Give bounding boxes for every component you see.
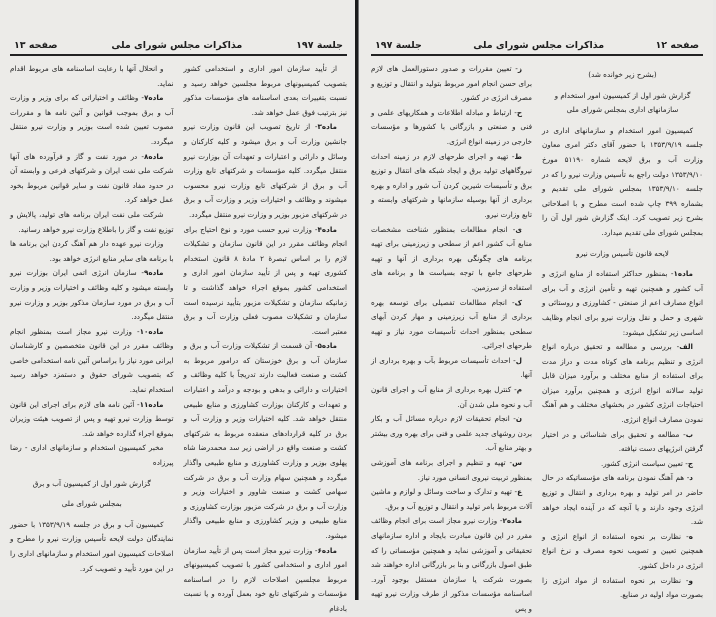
article-paragraph	[371, 354, 532, 383]
article-label: ب	[685, 429, 693, 439]
centered-heading: گزارش شور اول از کمیسیون امور استخدام و سازمانهای اداری بمجلس شورای ملی	[554, 90, 691, 115]
article-paragraph	[371, 296, 532, 354]
centered-heading: (بشرح زیر خوانده شد)	[588, 70, 657, 79]
article-paragraph	[10, 398, 174, 442]
article-text: - نظارت بر نحوه استفاده از مواد انرژی زا بصورت مواد اولیه در صنایع.	[542, 575, 703, 600]
article-paragraph	[371, 150, 532, 223]
article-text: - وزارت نیرو مجاز است پس از تأیید سازمان امور اداری و استخدامی کشور با تصویب کمیسیونهای مربوط مجلسین اصلاحات لازم را در اساسنامه مؤسسات و شرکتهای تابع خود بعمل آورده و یا نسبت بادغام	[183, 545, 347, 613]
column-right	[184, 62, 348, 617]
article-paragraph	[371, 412, 532, 456]
article-text: - مطالعه و تحقیق برای شناسائی و در اختیار گرفتن انرژیهای دست نیافته.	[542, 429, 703, 454]
journal-title: مذاکرات مجلس شورای ملی	[473, 40, 605, 51]
article-label: ماده۲	[502, 516, 522, 526]
page-number: صفحه ۱۲	[655, 40, 699, 51]
article-text: - وزارت نیرو مجاز است بمنظور انجام وظائف مقرر در این قانون متخصصین و کارشناسان ایرانی مورد نیاز را براساس آئین نامه استخدامی خاصی که بتصویب شورای حقوق و دستمزد خواهد رسید استخدام نماید.	[10, 326, 174, 395]
centered-heading: لایحه قانون تأسیس وزارت نیرو	[576, 248, 669, 258]
article-label: ی	[515, 224, 522, 234]
article-paragraph	[542, 530, 703, 574]
article-label: س	[512, 458, 522, 468]
article-text: - تهیه و اجرای طرحهای لازم در زمینه احداث نیروگاههای تولید برق و ایجاد شبکه های انتقال و توزیع برق و تأسیسات شیرین کردن آب شور و اداره و بهره برداری از آنها بوسیله سازمانها و شرکتهای وابسته و تابع وزارت نیرو.	[371, 151, 532, 219]
article-paragraph	[184, 544, 348, 617]
article-paragraph	[542, 457, 703, 472]
journal-title: مذاکرات مجلس شورای ملی	[111, 40, 243, 51]
article-paragraph	[542, 428, 703, 457]
paragraph: مخبر کمیسیون استخدام و سازمانهای اداری - رضا پیرزاده	[10, 443, 174, 468]
article-paragraph	[371, 106, 532, 150]
article-label: و	[688, 575, 693, 585]
article-label: ماده۶	[317, 545, 337, 555]
article-label: ماده۷	[144, 93, 164, 103]
page-12	[358, 0, 713, 613]
paragraph: شرکت ملی نفت ایران برنامه های تولید، پالایش و توزیع نفت و گاز را باطلاع وزارت نیرو خواهد رسانید.	[10, 209, 174, 234]
article-text: - هم آهنگ نمودن برنامه های مؤسساتیکه در حال حاضر در امر تولید و بهره برداری و انتقال و توزیع انرژی وجود دارند و یا آنچه که در آینده ایجاد خواهد شد.	[542, 473, 703, 527]
article-label: ماده۸	[144, 151, 164, 161]
article-label: ل	[515, 355, 522, 365]
article-text: - آن قسمت از تشکیلات وزارت آب و برق و سازمان آب و برق خوزستان که درامور مربوط به کشت و صنعت فعالیت دارند تدریجاً با کلیه وظائف و اختیارات و دارائی و بدهی و بودجه و درآمد و اعتبارات و تعهدات و کارکنان بوزارت کشاورزی و منابع طبیعی منتقل خواهد شد. کلیه اختیارات وزیر و وزارت آب و برق در کلیه قراردادهای منعقده مربوط به شرکتهای کشت و صنعت واقع در اراضی زیر سد محمدرضا شاه پهلوی بوزیر و وزارت کشاورزی و منابع طبیعی واگذار میگردد و همچنین سهام وزارت آب و برق در شرکت سهامی کشت و صنعت شاوور و اختیارات وزیر و وزارت آب و برق در شرکت مزبور بوزارت کشاورزی و منابع طبیعی و وزیر کشاورزی و منابع طبیعی واگذار میشود.	[183, 341, 347, 540]
article-text: - آئین نامه های لازم برای اجرای این قانون توسط وزارت نیرو تهیه و پس از تصویب هیئت وزیران بموقع اجراء گذارده خواهد شد.	[10, 399, 174, 438]
column-left	[10, 62, 174, 617]
paragraph: کمیسیون آب و برق در جلسه ۱۳۵۳/۹/۱۹ با حضور نمایندگان دولت لایحه تأسیس وزارت نیرو را مطرح و اصلاحات کمیسیون امور استخدام و سازمانهای اداری را در این مورد تأیید و تصویب کرد.	[10, 519, 174, 573]
paragraph: کمیسیون امور استخدام و سازمانهای اداری در جلسه ۱۳۵۳/۹/۱۹ با حضور آقای دکتر امری معاون وزارت آب و برق لایحه شماره ۵۱۱۹۰ مورخ ۱۳۵۳/۹/۱۰ دولت راجع به تأسیس وزارت نیرو را که در جلسه ۱۳۵۳/۹/۱۰ بمجلس شورای ملی تقدیم و بشماره ۳۹۹ چاپ شده است مطرح و با اصلاحاتی بشرح زیر تصویب کرد. اینک گزارش شور اول آن را بمجلس شورای ملی تقدیم میدارد.	[542, 125, 704, 237]
article-paragraph	[10, 266, 174, 324]
article-label: ماده۹	[144, 268, 164, 278]
running-head-page-12	[371, 40, 703, 56]
article-label: ماده۱۱	[139, 399, 164, 409]
article-text: - تهیه و تدارک و ساخت وسائل و لوازم و ماشین آلات مربوط بامر تولید و انتقال و توزیع آب و برق.	[371, 487, 532, 511]
session-number: جلسة ۱۹۷	[296, 40, 343, 51]
article-label: ه	[688, 531, 693, 541]
article-text: - نظارت بر نحوه استفاده از انواع انرژی و همچنین تعیین و تصویب نحوه مصرف و نرخ انواع انرژی در داخل کشور.	[542, 531, 703, 570]
article-label: ح	[516, 107, 522, 117]
session-number: جلسة ۱۹۷	[375, 40, 422, 51]
paragraph: و انحلال آنها با رعایت اساسنامه های مربوط اقدام نماید.	[10, 64, 174, 88]
article-text: - وظائف و اختیاراتی که برای وزیر و وزارت آب و برق بموجب قوانین و آئین نامه ها و مقررات مصوب تعیین شده است بوزیر و وزارت نیرو منتقل میگردد.	[10, 93, 174, 146]
column-left	[371, 62, 532, 617]
article-label: الف	[679, 342, 693, 352]
article-paragraph	[371, 514, 532, 616]
article-label: ماده۳	[317, 122, 337, 132]
paragraph: از تأیید سازمان امور اداری و استخدامی کشور بتصویب کمیسیونهای مربوط مجلسین خواهد رسید و نسبت بتغییرات بعدی اساسنامه های مؤسسات مذکور نیز بترتیب فوق عمل خواهد شد.	[183, 64, 347, 117]
article-paragraph	[542, 340, 703, 428]
centered-heading: گزارش شور اول از کمیسیون آب و برق	[32, 478, 151, 488]
article-text: - تهیه و تنظیم و اجرای برنامه های آموزشی بمنظور تربیت نیروی انسانی مورد نیاز.	[371, 458, 532, 482]
article-paragraph	[10, 150, 174, 208]
article-text: - بررسی و مطالعه و تحقیق درباره انواع انرژی و تنظیم برنامه های کوتاه مدت و دراز مدت برای استفاده از منابع مختلف و برآورد میزان قابل تولید سالانه انواع انرژی و همچنین برآورد میزان احتیاجات انرژی کشور در بخشهای مختلف و هم آهنگ نمودن مصارف انواع انرژی.	[542, 342, 703, 425]
article-paragraph	[184, 223, 348, 340]
article-label: ع	[517, 487, 522, 497]
columns-page-13	[10, 62, 347, 617]
article-paragraph	[10, 91, 174, 149]
article-label: ن	[515, 414, 522, 424]
article-text: - انجام مطالعات تفصیلی برای توسعه بهره برداری از منابع آب زیرزمینی و مهار کردن آبهای سطحی بمنظور احداث تأسیسات مورد نیاز و تهیه طرحهای اجرائی.	[371, 297, 532, 351]
running-head-page-13	[10, 40, 347, 56]
article-text: - تعیین مقررات و صدور دستورالعمل های لازم برای حسن انجام امور مربوط بتولید و انتقال و توزیع و مصرف انرژی در کشور.	[371, 64, 532, 103]
article-text: - انجام تحقیقات لازم درباره مسائل آب و بکار بردن روشهای جدید علمی و فنی برای بهره وری بیشتر و بهتر منابع آب.	[371, 414, 532, 453]
article-text: - احداث تأسیسات مربوط بآب و بهره برداری از آنها.	[371, 355, 532, 380]
article-text: - وزارت نیرو حسب مورد و نوع احتیاج برای انجام وظائف مقرر در این قانون سازمان و تشکیلات لازم را بر اساس تبصرهٔ ۲ مادهٔ ۸ قانون استخدام کشوری تهیه و پس از تأیید سازمان امور اداری و استخدامی کشور بموقع اجراء خواهد گذاشت و تا زمانیکه سازمان و تشکیلات مزبور بتأیید نرسیده است سازمان و تشکیلات مصوب فعلی وزارت آب و برق معتبر است.	[183, 224, 347, 336]
article-paragraph	[542, 267, 703, 340]
article-label: ماده۱۰	[139, 326, 164, 336]
article-paragraph	[184, 339, 348, 543]
centered-heading: بمجلس شورای ملی	[61, 499, 122, 509]
article-paragraph	[371, 485, 532, 514]
article-label: ک	[514, 297, 522, 307]
article-text: - تعیین سیاست انرژی کشور.	[600, 458, 688, 468]
article-paragraph	[10, 325, 174, 398]
article-text: - در مورد نفت و گاز و فرآورده های آنها شرکت ملی نفت ایران و شرکتهای فرعی و وابسته آن در حدود مفاد قانون نفت و سایر قوانین مربوط بخود عمل خواهد کرد.	[10, 151, 174, 205]
article-paragraph	[542, 471, 703, 529]
article-paragraph	[371, 223, 532, 296]
article-text: - سازمان انرژی اتمی ایران بوزارت نیرو وابسته میشود و کلیه وظائف و اختیارات وزیر و وزارت آب و برق در مورد سازمان مذکور بوزیر و وزارت نیرو منتقل میگردد.	[10, 268, 174, 322]
article-label: ط	[514, 151, 522, 161]
article-label: ماده۱	[673, 269, 693, 279]
article-label: ج	[687, 458, 693, 468]
article-text: - انجام مطالعات بمنظور شناخت مشخصات منابع آب کشور اعم از سطحی و زیرزمینی برای تهیه برنامه های چگونگی بهره برداری از آنها و تهیه طرحهای جامع با توجه بسیاست ها و برنامه های استفاده از سرزمین.	[371, 224, 532, 292]
article-paragraph	[371, 456, 532, 485]
article-paragraph	[371, 62, 532, 106]
article-label: م	[516, 385, 522, 395]
article-text: - ارتباط و مبادله اطلاعات و همکاریهای علمی و فنی و صنعتی و بازرگانی با کشورها و مؤسسات خارجی در زمینه انواع انرژی.	[371, 107, 532, 146]
article-text: - از تاریخ تصویب این قانون وزارت نیرو جانشین وزارت آب و برق میشود و کلیه کارکنان و وسائل و دارائی و اعتبارات و تعهدات آن بوزارت نیرو منتقل میگردد. کلیه مؤسسات و شرکتهای تابع وزارت آب و برق از شرکتهای تابع وزارت نیرو محسوب میشوند و وظائف و اختیارات وزیر و وزارت آب و برق در شرکتهای مزبور بوزیر و وزارت نیرو منتقل میگردد.	[183, 122, 347, 219]
columns-page-12	[371, 62, 703, 617]
page-number: صفحه ۱۳	[14, 40, 58, 51]
paragraph: وزارت نیرو عهده دار هم آهنگ کردن این برنامه ها با برنامه های سایر منابع انرژی خواهد بود.	[10, 239, 174, 263]
article-label: ماده۵	[317, 341, 337, 351]
column-right	[542, 62, 703, 617]
article-label: ماده۴	[317, 224, 337, 234]
article-text: - وزارت نیرو مجاز است برای انجام وظائف مقرر در این قانون مبادرت بایجاد و اداره سازمانهای تحقیقاتی و آموزشی نماید و همچنین مؤسساتی را که طبق اصول بازرگانی و بنا بر بازرگانی اداره خواهند شد بصورت شرکت یا سازمان مستقل بوجود آورد. اساسنامه مؤسسات مذکور از طرف وزارت نیرو تهیه و پس	[371, 516, 532, 613]
article-paragraph	[542, 574, 703, 603]
article-paragraph	[371, 383, 532, 412]
article-paragraph	[184, 120, 348, 222]
article-text: - کنترل بهره برداری از منابع آب و اجرای قانون آب و نحوه ملی شدن آن.	[371, 385, 532, 409]
page-13	[0, 0, 358, 613]
article-label: د	[689, 473, 693, 483]
article-label: ز	[517, 64, 522, 73]
article-text: - بمنظور حداکثر استفاده از منابع انرژی و آب کشور و همچنین تهیه و تأمین انرژی و آب برای انواع مصارف اعم از صنعتی - کشاورزی و روستائی و شهری و حمل و نقل وزارت نیرو برای انجام وظایف اساسی زیر تشکیل میشود:	[542, 269, 703, 337]
